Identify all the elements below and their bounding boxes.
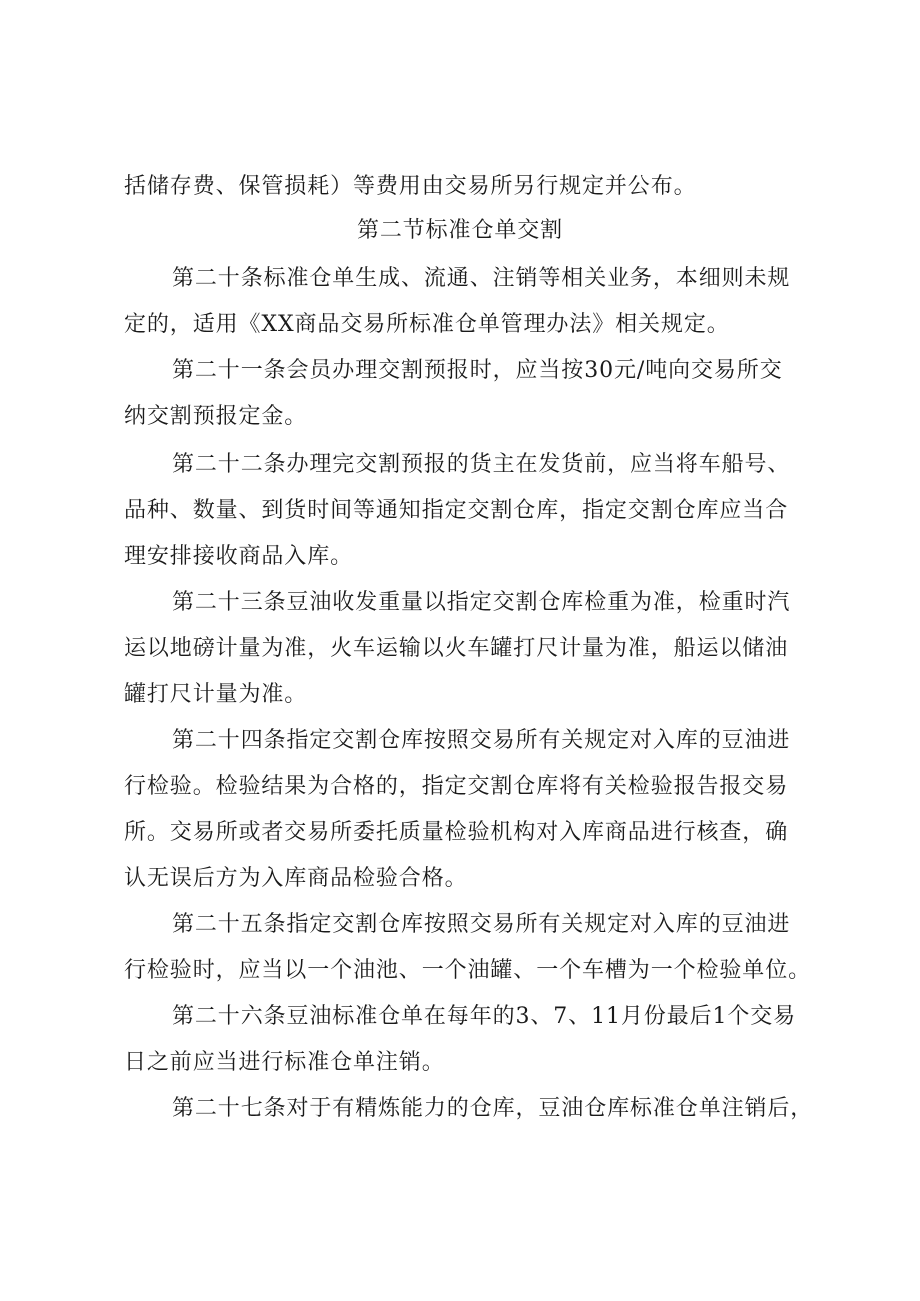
paragraph-line: 理安排接收商品入库。	[124, 544, 354, 569]
paragraph-line: 第二十五条指定交割仓库按照交易所有关规定对入库的豆油进	[172, 912, 791, 937]
paragraph-line: 行检验时，应当以一个油池、一个油罐、一个车槽为一个检验单位。	[124, 958, 812, 983]
paragraph-line: 品种、数量、到货时间等通知指定交割仓库，指定交割仓库应当合	[124, 498, 789, 523]
paragraph-line: 所。交易所或者交易所委托质量检验机构对入库商品进行核查，确	[124, 820, 789, 845]
section-heading: 第二节标准仓单交割	[356, 218, 564, 243]
paragraph-line: 括储存费、保管损耗）等费用由交易所另行规定并公布。	[124, 174, 697, 199]
paragraph-line: 第二十二条办理完交割预报的货主在发货前，应当将车船号、	[172, 452, 791, 477]
paragraph-line: 纳交割预报定金。	[124, 404, 308, 429]
paragraph-line: 第二十七条对于有精炼能力的仓库，豆油仓库标准仓单注销后，	[172, 1096, 814, 1121]
paragraph-line: 日之前应当进行标准仓单注销。	[124, 1050, 445, 1075]
paragraph-line: 罐打尺计量为准。	[124, 682, 308, 707]
paragraph-line: 第二十条标准仓单生成、流通、注销等相关业务，本细则未规	[172, 266, 791, 291]
paragraph-line: 第二十一条会员办理交割预报时，应当按30元/吨向交易所交	[172, 358, 783, 383]
paragraph-line: 认无误后方为入库商品检验合格。	[124, 866, 468, 891]
paragraph-line: 行检验。检验结果为合格的，指定交割仓库将有关检验报告报交易	[124, 774, 789, 799]
paragraph-line: 第二十三条豆油收发重量以指定交割仓库检重为准，检重时汽	[172, 590, 791, 615]
paragraph-line: 第二十四条指定交割仓库按照交易所有关规定对入库的豆油进	[172, 728, 791, 753]
paragraph-line: 定的，适用《XX商品交易所标准仓单管理办法》相关规定。	[124, 312, 730, 337]
paragraph-line: 运以地磅计量为准，火车运输以火车罐打尺计量为准，船运以储油	[124, 636, 789, 661]
paragraph-line: 第二十六条豆油标准仓单在每年的3、7、11月份最后1个交易	[172, 1004, 797, 1029]
